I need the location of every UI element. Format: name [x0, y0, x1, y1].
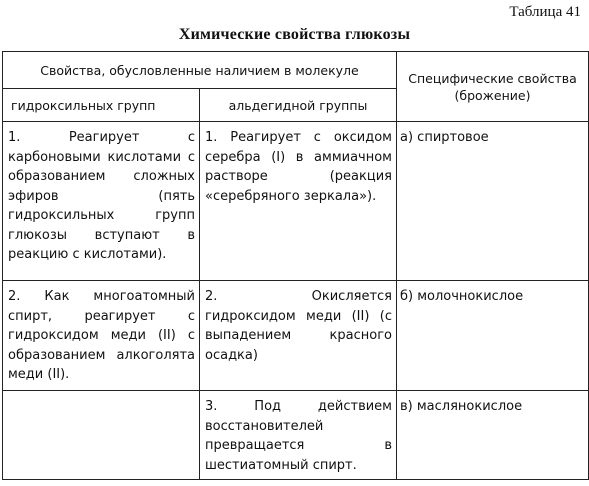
- table-header-row: [3, 52, 589, 89]
- cell-aldehyde-3: 3. Под действием восстановителей превращается в шестиатомный спирт.: [200, 391, 397, 480]
- page-title: Химические свойства глюкозы: [178, 26, 411, 43]
- header-group-cell: [3, 52, 397, 89]
- cell-specific-3: в) маслянокислое: [397, 391, 589, 480]
- cell-specific-2: б) молочнокислое: [397, 281, 589, 391]
- table-row: [3, 281, 589, 391]
- cell-hydroxyl-2: 2. Как многоатомный спирт, реагирует с гидроксидом меди (II) с образованием алкоголята меди (II).: [3, 281, 200, 391]
- table-row: [3, 391, 589, 480]
- cell-hydroxyl-3: [3, 391, 200, 480]
- cell-aldehyde-2: 2. Окисляется гидроксидом меди (II) (с выпадением красного осадка): [200, 281, 397, 391]
- cell-hydroxyl-1: 1. Реагирует с карбоновыми кислотами с образованием сложных эфиров (пять гидроксильных групп глюкозы вступают в реакцию с кислотами).: [3, 122, 200, 281]
- header-group-label: Свойства, обусловленные наличием в молекуле: [40, 62, 359, 78]
- table-row: [3, 122, 589, 281]
- cell-aldehyde-1: 1. Реагирует с оксидом серебра (I) в аммиачном растворе (реакция «серебряного зеркала»).: [200, 122, 397, 281]
- header-specific-label: Специфические свойства (брожение): [408, 70, 577, 103]
- glucose-properties-table: [2, 51, 589, 480]
- header-aldehyde-label: альдегидной группы: [228, 98, 368, 113]
- header-specific-cell: [397, 52, 589, 122]
- cell-specific-1: а) спиртовое: [397, 122, 589, 281]
- header-hydroxyl-label: гидроксильных групп: [11, 98, 156, 113]
- header-hydroxyl-cell: [3, 89, 200, 122]
- header-aldehyde-cell: [200, 89, 397, 122]
- table-number: Таблица 41: [509, 4, 581, 20]
